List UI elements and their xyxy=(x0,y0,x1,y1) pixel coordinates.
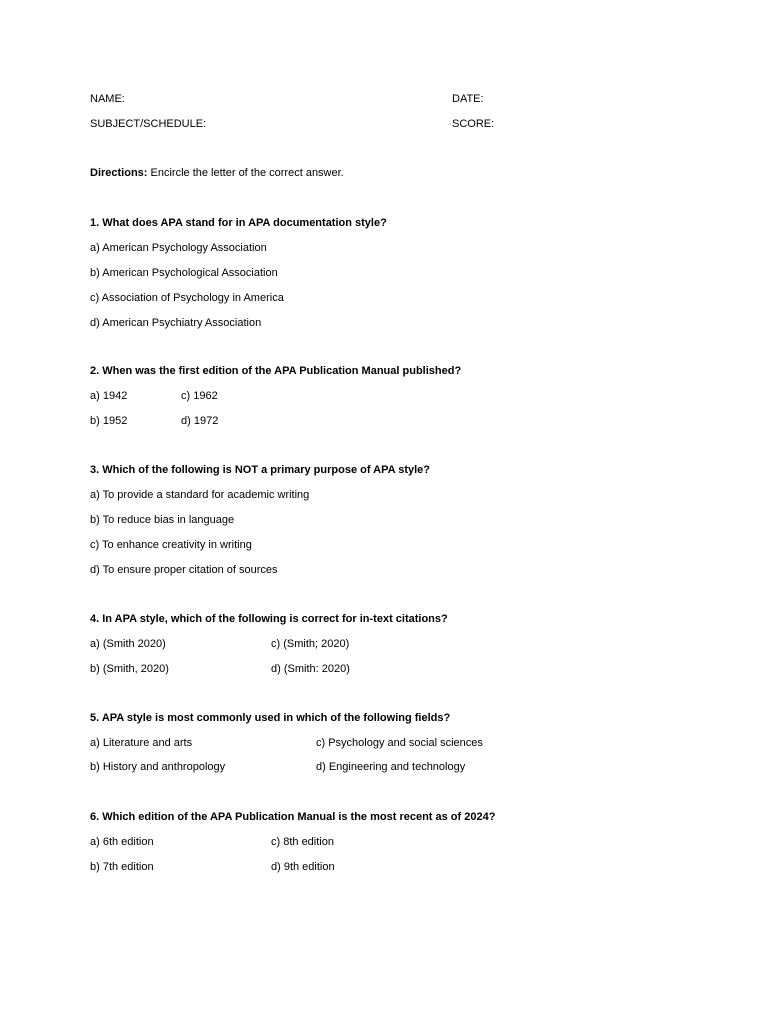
question-4-option-c: c) (Smith; 2020) xyxy=(271,638,350,650)
score-label: SCORE: xyxy=(452,118,495,130)
question-2: 2. When was the first edition of the APA Publication Manual published? xyxy=(90,365,462,377)
question-4-option-d: d) (Smith: 2020) xyxy=(271,663,350,675)
question-1-option-b: b) American Psychological Association xyxy=(90,267,278,279)
question-5: 5. APA style is most commonly used in which of the following fields? xyxy=(90,712,451,724)
question-2-option-b: b) 1952 xyxy=(90,415,128,427)
question-4: 4. In APA style, which of the following is correct for in-text citations? xyxy=(90,613,448,625)
question-2-option-a: a) 1942 xyxy=(90,390,128,402)
question-1: 1. What does APA stand for in APA documentation style? xyxy=(90,217,387,229)
question-2-option-d: d) 1972 xyxy=(181,415,219,427)
question-4-option-b: b) (Smith, 2020) xyxy=(90,663,169,675)
question-3: 3. Which of the following is NOT a primary purpose of APA style? xyxy=(90,464,431,476)
question-5-option-d: d) Engineering and technology xyxy=(316,761,466,773)
question-5-option-a: a) Literature and arts xyxy=(90,737,193,749)
question-1-option-d: d) American Psychiatry Association xyxy=(90,317,262,329)
question-6-option-b: b) 7th edition xyxy=(90,861,154,873)
question-4-option-a: a) (Smith 2020) xyxy=(90,638,166,650)
question-5-option-c: c) Psychology and social sciences xyxy=(316,737,483,749)
question-2-option-c: c) 1962 xyxy=(181,390,218,402)
question-3-option-d: d) To ensure proper citation of sources xyxy=(90,564,278,576)
question-6: 6. Which edition of the APA Publication Manual is the most recent as of 2024? xyxy=(90,811,496,823)
directions-label: Directions: xyxy=(90,167,148,179)
date-label: DATE: xyxy=(452,93,484,105)
question-6-option-d: d) 9th edition xyxy=(271,861,335,873)
question-1-option-a: a) American Psychology Association xyxy=(90,242,267,254)
question-3-option-b: b) To reduce bias in language xyxy=(90,514,235,526)
subject-schedule-label: SUBJECT/SCHEDULE: xyxy=(90,118,207,130)
question-6-option-c: c) 8th edition xyxy=(271,836,334,848)
question-1-option-c: c) Association of Psychology in America xyxy=(90,292,284,304)
question-3-option-a: a) To provide a standard for academic writing xyxy=(90,489,310,501)
question-3-option-c: c) To enhance creativity in writing xyxy=(90,539,252,551)
directions-text: Encircle the letter of the correct answer. xyxy=(150,167,344,179)
question-5-option-b: b) History and anthropology xyxy=(90,761,226,773)
directions xyxy=(90,167,344,180)
question-6-option-a: a) 6th edition xyxy=(90,836,154,848)
name-label: NAME: xyxy=(90,93,125,105)
